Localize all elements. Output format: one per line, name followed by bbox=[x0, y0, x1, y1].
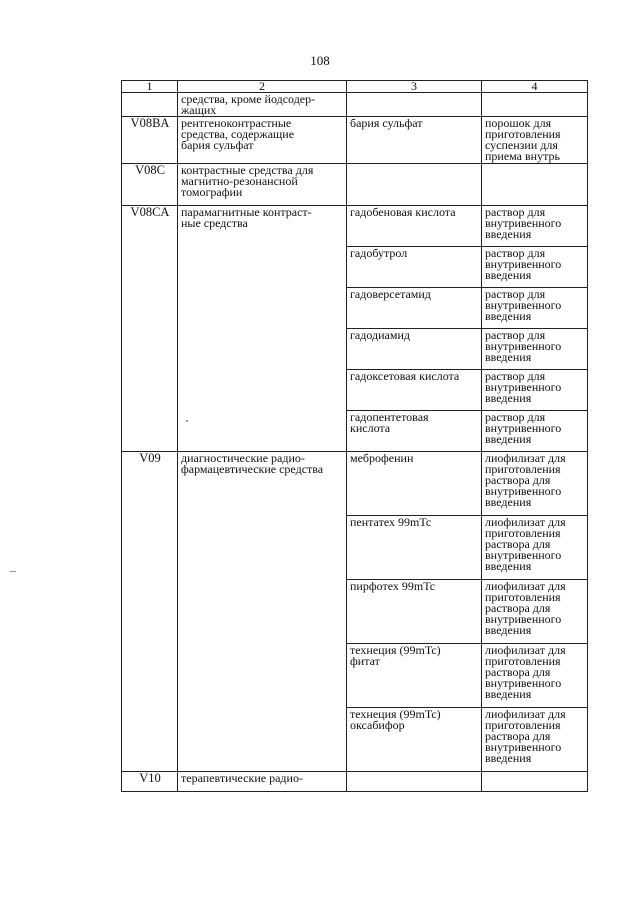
dosage-form-cell bbox=[482, 93, 588, 117]
atc-code-cell bbox=[122, 93, 178, 117]
table-header-row bbox=[122, 81, 588, 93]
group-name-cell: терапевтические радио- bbox=[178, 772, 347, 792]
atc-code-cell: V08BA bbox=[122, 117, 178, 164]
page-number: 108 bbox=[310, 53, 330, 68]
dosage-form-cell: раствор для внутривенного введения bbox=[482, 411, 588, 452]
column-header-1: 1 bbox=[122, 81, 178, 93]
group-name-cell: парамагнитные контраст- ные средства bbox=[178, 206, 347, 452]
dosage-form-cell: раствор для внутривенного введения bbox=[482, 329, 588, 370]
drug-name-cell bbox=[347, 772, 482, 792]
atc-code-cell: V10 bbox=[122, 772, 178, 792]
dosage-form-cell: раствор для внутривенного введения bbox=[482, 288, 588, 329]
drug-table bbox=[121, 80, 588, 792]
group-name-cell: контрастные средства для магнитно-резонансной томографии bbox=[178, 164, 347, 206]
table-row bbox=[122, 164, 588, 206]
atc-code-cell: V08C bbox=[122, 164, 178, 206]
drug-name-cell: технеция (99mTc) фитат bbox=[347, 644, 482, 708]
drug-name-cell: гадопентетовая кислота bbox=[347, 411, 482, 452]
drug-name-cell: гадоксетовая кислота bbox=[347, 370, 482, 411]
dosage-form-cell: раствор для внутривенного введения bbox=[482, 206, 588, 247]
table-row bbox=[122, 772, 588, 792]
table-row bbox=[122, 452, 588, 516]
column-header-3: 3 bbox=[347, 81, 482, 93]
table-row bbox=[122, 93, 588, 117]
drug-name-cell: меброфенин bbox=[347, 452, 482, 516]
group-name-cell: средства, кроме йодсодер- жащих bbox=[178, 93, 347, 117]
dosage-form-cell: порошок для приготовления суспензии для приема внутрь bbox=[482, 117, 588, 164]
atc-code-cell: V09 bbox=[122, 452, 178, 772]
dosage-form-cell: лиофилизат для приготовления раствора для внутривенного введения bbox=[482, 644, 588, 708]
drug-name-cell: гадобутрол bbox=[347, 247, 482, 288]
table-row bbox=[122, 206, 588, 247]
group-name-cell: диагностические радио- фармацевтические средства bbox=[178, 452, 347, 772]
column-header-2: 2 bbox=[178, 81, 347, 93]
drug-name-cell: бария сульфат bbox=[347, 117, 482, 164]
drug-name-cell bbox=[347, 164, 482, 206]
dosage-form-cell: лиофилизат для приготовления раствора для внутривенного введения bbox=[482, 516, 588, 580]
atc-code-cell: V08CA bbox=[122, 206, 178, 452]
column-header-4: 4 bbox=[482, 81, 588, 93]
drug-name-cell: пирфотех 99mTc bbox=[347, 580, 482, 644]
group-name-cell: рентгеноконтрастные средства, содержащие бария сульфат bbox=[178, 117, 347, 164]
dosage-form-cell bbox=[482, 164, 588, 206]
dosage-form-cell bbox=[482, 772, 588, 792]
dosage-form-cell: раствор для внутривенного введения bbox=[482, 247, 588, 288]
dosage-form-cell: лиофилизат для приготовления раствора для внутривенного введения bbox=[482, 708, 588, 772]
scan-speck bbox=[186, 420, 188, 422]
drug-name-cell bbox=[347, 93, 482, 117]
dosage-form-cell: раствор для внутривенного введения bbox=[482, 370, 588, 411]
dosage-form-cell: лиофилизат для приготовления раствора для внутривенного введения bbox=[482, 452, 588, 516]
drug-name-cell: гадоверсетамид bbox=[347, 288, 482, 329]
drug-name-cell: гадодиамид bbox=[347, 329, 482, 370]
table-row bbox=[122, 117, 588, 164]
drug-name-cell: пентатех 99mTc bbox=[347, 516, 482, 580]
dosage-form-cell: лиофилизат для приготовления раствора для внутривенного введения bbox=[482, 580, 588, 644]
scan-mark bbox=[10, 571, 16, 572]
drug-name-cell: гадобеновая кислота bbox=[347, 206, 482, 247]
drug-name-cell: технеция (99mTc) оксабифор bbox=[347, 708, 482, 772]
